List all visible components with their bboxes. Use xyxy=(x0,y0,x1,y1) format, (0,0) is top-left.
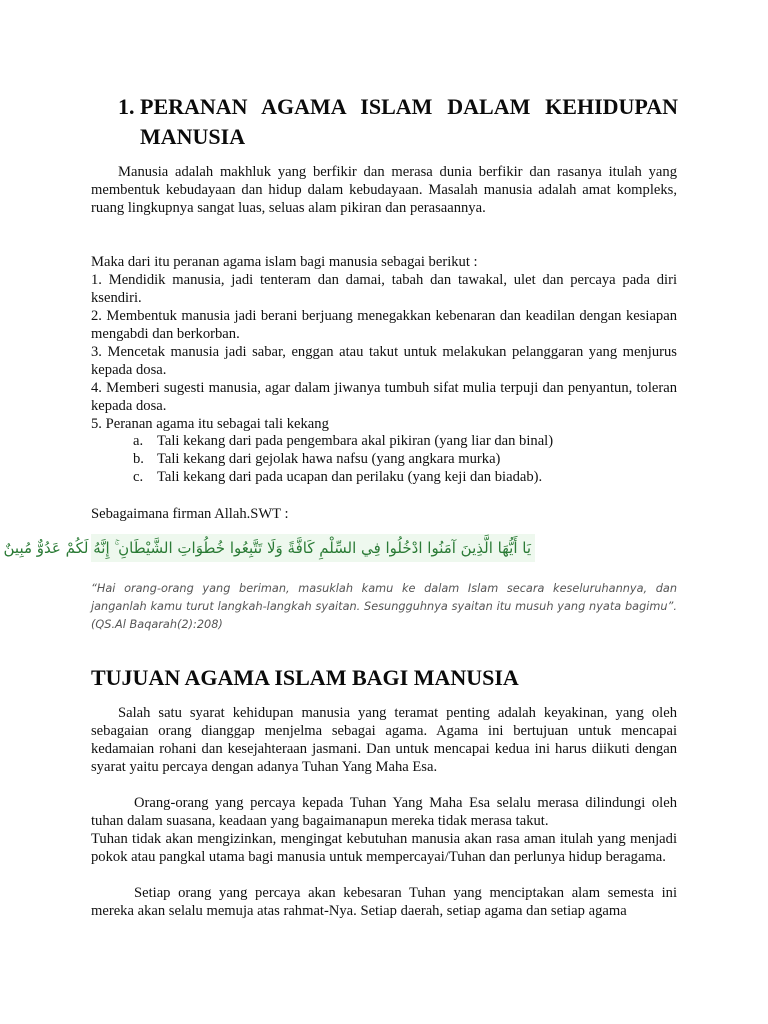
role-list xyxy=(91,253,677,433)
list-intro: Maka dari itu peranan agama islam bagi manusia sebagai berikut : xyxy=(91,254,478,270)
sub-item-text: Tali kekang dari pada pengembara akal pikiran (yang liar dan binal) xyxy=(157,433,554,449)
tujuan-paragraph-2: Orang-orang yang percaya kepada Tuhan Yang Maha Esa selalu merasa dilindungi oleh tuhan dalam suasana, keadaan yang bagaimanapun mereka tidak merasa takut. xyxy=(91,795,677,829)
intro-paragraph: Manusia adalah makhluk yang berfikir dan merasa dunia berfikir dan rasanya itulah yang membentuk kebudayaan dan hidup dalam kebudayaan. Masalah manusia adalah amat kompleks, ruang lingkupnya sangat luas, seluas alam pikiran dan perasaannya. xyxy=(91,164,677,216)
sub-item-label: b. xyxy=(133,451,144,467)
heading-line-2: MANUSIA xyxy=(140,124,246,149)
tujuan-paragraph-3: Tuhan tidak akan mengizinkan, mengingat kebutuhan manusia akan rasa aman itulah yang menjadi pokok atau pangkal utama bagi manusia untuk mempercayai/Tuhan dan perlunya hidup beragama. xyxy=(91,831,677,865)
sub-item-text: Tali kekang dari pada ucapan dan perilaku (yang keji dan biadab). xyxy=(157,469,543,485)
section-heading-peranan xyxy=(118,92,678,152)
firman-intro: Sebagaimana firman Allah.SWT : xyxy=(91,506,289,522)
sub-item-b xyxy=(133,450,500,468)
list-item-3: 3. Mencetak manusia jadi sabar, enggan atau takut untuk melakukan pelanggaran yang menjurus kepada dosa. xyxy=(91,344,677,378)
heading-number: 1. xyxy=(118,94,135,119)
list-item-4: 4. Memberi sugesti manusia, agar dalam jiwanya tumbuh sifat mulia terpuji dan penyantun, toleran kepada dosa. xyxy=(91,380,677,414)
section-heading-tujuan: TUJUAN AGAMA ISLAM BAGI MANUSIA xyxy=(91,665,519,690)
sub-item-label: a. xyxy=(133,433,144,449)
quran-verse-arabic: يَا أَيُّهَا الَّذِينَ آمَنُوا ادْخُلُوا فِي السِّلْمِ كَافَّةً وَلَا تَتَّبِعُوا خُطُوَاتِ الشَّيْطَانِ ۚ إِنَّهُ لَكُمْ عَدُوٌّ مُبِينٌ xyxy=(91,534,535,562)
tujuan-paragraph-group xyxy=(91,794,677,866)
tujuan-paragraph-1: Salah satu syarat kehidupan manusia yang teramat penting adalah keyakinan, yang oleh sebagaian orang dianggap menjelma sebagai agama. Agama ini bertujuan untuk mencapai kedamaian rohani dan kesejahteraan jasmani. Dan untuk mencapai kedua ini harus diikuti dengan syarat yaitu percaya dengan adanya Tuhan Yang Maha Esa. xyxy=(91,705,677,775)
sub-item-label: c. xyxy=(133,469,144,485)
sub-item-c xyxy=(133,468,542,486)
list-item-1: 1. Mendidik manusia, jadi tenteram dan damai, tabah dan tawakal, ulet dan percaya pada diri ksendiri. xyxy=(91,272,677,306)
heading-line-1: PERANAN AGAMA ISLAM DALAM KEHIDUPAN xyxy=(140,94,678,119)
list-item-2: 2. Membentuk manusia jadi berani berjuang menegakkan kebenaran dan keadilan dengan kesiapan mengabdi dan berkorban. xyxy=(91,308,677,342)
sub-item-text: Tali kekang dari gejolak hawa nafsu (yang angkara murka) xyxy=(157,451,501,467)
list-item-5: 5. Peranan agama itu sebagai tali kekang xyxy=(91,416,329,432)
verse-translation: “Hai orang-orang yang beriman, masuklah kamu ke dalam Islam secara keseluruhannya, dan janganlah kamu turut langkah-langkah syaitan. Sesungguhnya syaitan itu musuh yang nyata bagimu”.(QS.Al Baqarah(2):208) xyxy=(91,582,677,631)
tujuan-paragraph-4: Setiap orang yang percaya akan kebesaran Tuhan yang menciptakan alam semesta ini mereka akan selalu memuja atas rahmat-Nya. Setiap daerah, setiap agama dan setiap agama xyxy=(91,885,677,919)
sub-item-a xyxy=(133,432,553,450)
